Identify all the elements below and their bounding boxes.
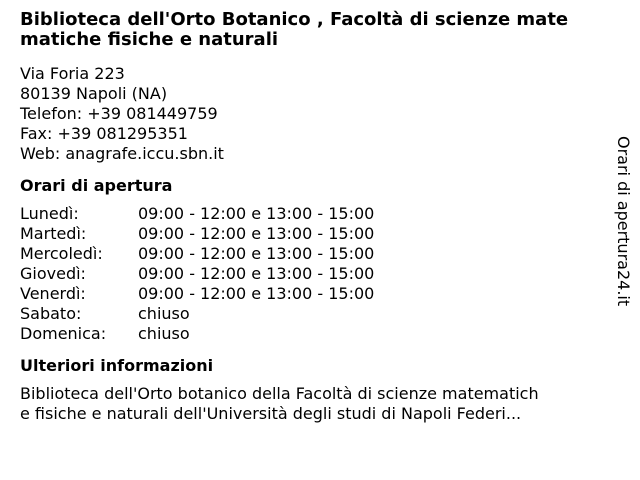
hours-row xyxy=(20,224,610,244)
listing-card xyxy=(20,10,610,424)
page-title xyxy=(20,10,610,50)
city-address: 80139 Napoli (NA) xyxy=(20,84,168,103)
info-heading: Ulteriori informazioni xyxy=(20,356,214,375)
hours-time: 09:00 - 12:00 e 13:00 - 15:00 xyxy=(138,224,375,243)
hours-row xyxy=(20,204,610,224)
hours-row xyxy=(20,264,610,284)
hours-day: Domenica: xyxy=(20,324,107,343)
site-watermark xyxy=(612,136,634,311)
hours-day: Mercoledì: xyxy=(20,244,103,263)
title-line-1: Biblioteca dell'Orto Botanico , Facoltà di scienze mate xyxy=(20,9,569,30)
hours-time: 09:00 - 12:00 e 13:00 - 15:00 xyxy=(138,284,375,303)
hours-row xyxy=(20,324,610,344)
opening-hours-table xyxy=(20,204,610,344)
hours-row xyxy=(20,244,610,264)
address-block xyxy=(20,64,610,164)
info-line-1: Biblioteca dell'Orto botanico della Facoltà di scienze matematich xyxy=(20,384,539,403)
hours-day: Sabato: xyxy=(20,304,82,323)
website-link[interactable]: Web: anagrafe.iccu.sbn.it xyxy=(20,144,224,163)
hours-row xyxy=(20,284,610,304)
hours-row xyxy=(20,304,610,324)
hours-day: Giovedì: xyxy=(20,264,86,283)
hours-time: chiuso xyxy=(138,304,190,323)
phone-number[interactable]: Telefon: +39 081449759 xyxy=(20,104,218,123)
hours-day: Lunedì: xyxy=(20,204,79,223)
title-line-2: matiche fisiche e naturali xyxy=(20,29,279,50)
hours-time: chiuso xyxy=(138,324,190,343)
hours-time: 09:00 - 12:00 e 13:00 - 15:00 xyxy=(138,244,375,263)
hours-day: Venerdì: xyxy=(20,284,86,303)
watermark-text: Orari di apertura24.it xyxy=(614,136,633,307)
hours-heading: Orari di apertura xyxy=(20,176,173,195)
fax-number: Fax: +39 081295351 xyxy=(20,124,188,143)
info-description xyxy=(20,384,610,424)
street-address: Via Foria 223 xyxy=(20,64,125,83)
hours-time: 09:00 - 12:00 e 13:00 - 15:00 xyxy=(138,264,375,283)
info-line-2: e fisiche e naturali dell'Università degli studi di Napoli Federi... xyxy=(20,404,522,423)
hours-day: Martedì: xyxy=(20,224,87,243)
hours-time: 09:00 - 12:00 e 13:00 - 15:00 xyxy=(138,204,375,223)
